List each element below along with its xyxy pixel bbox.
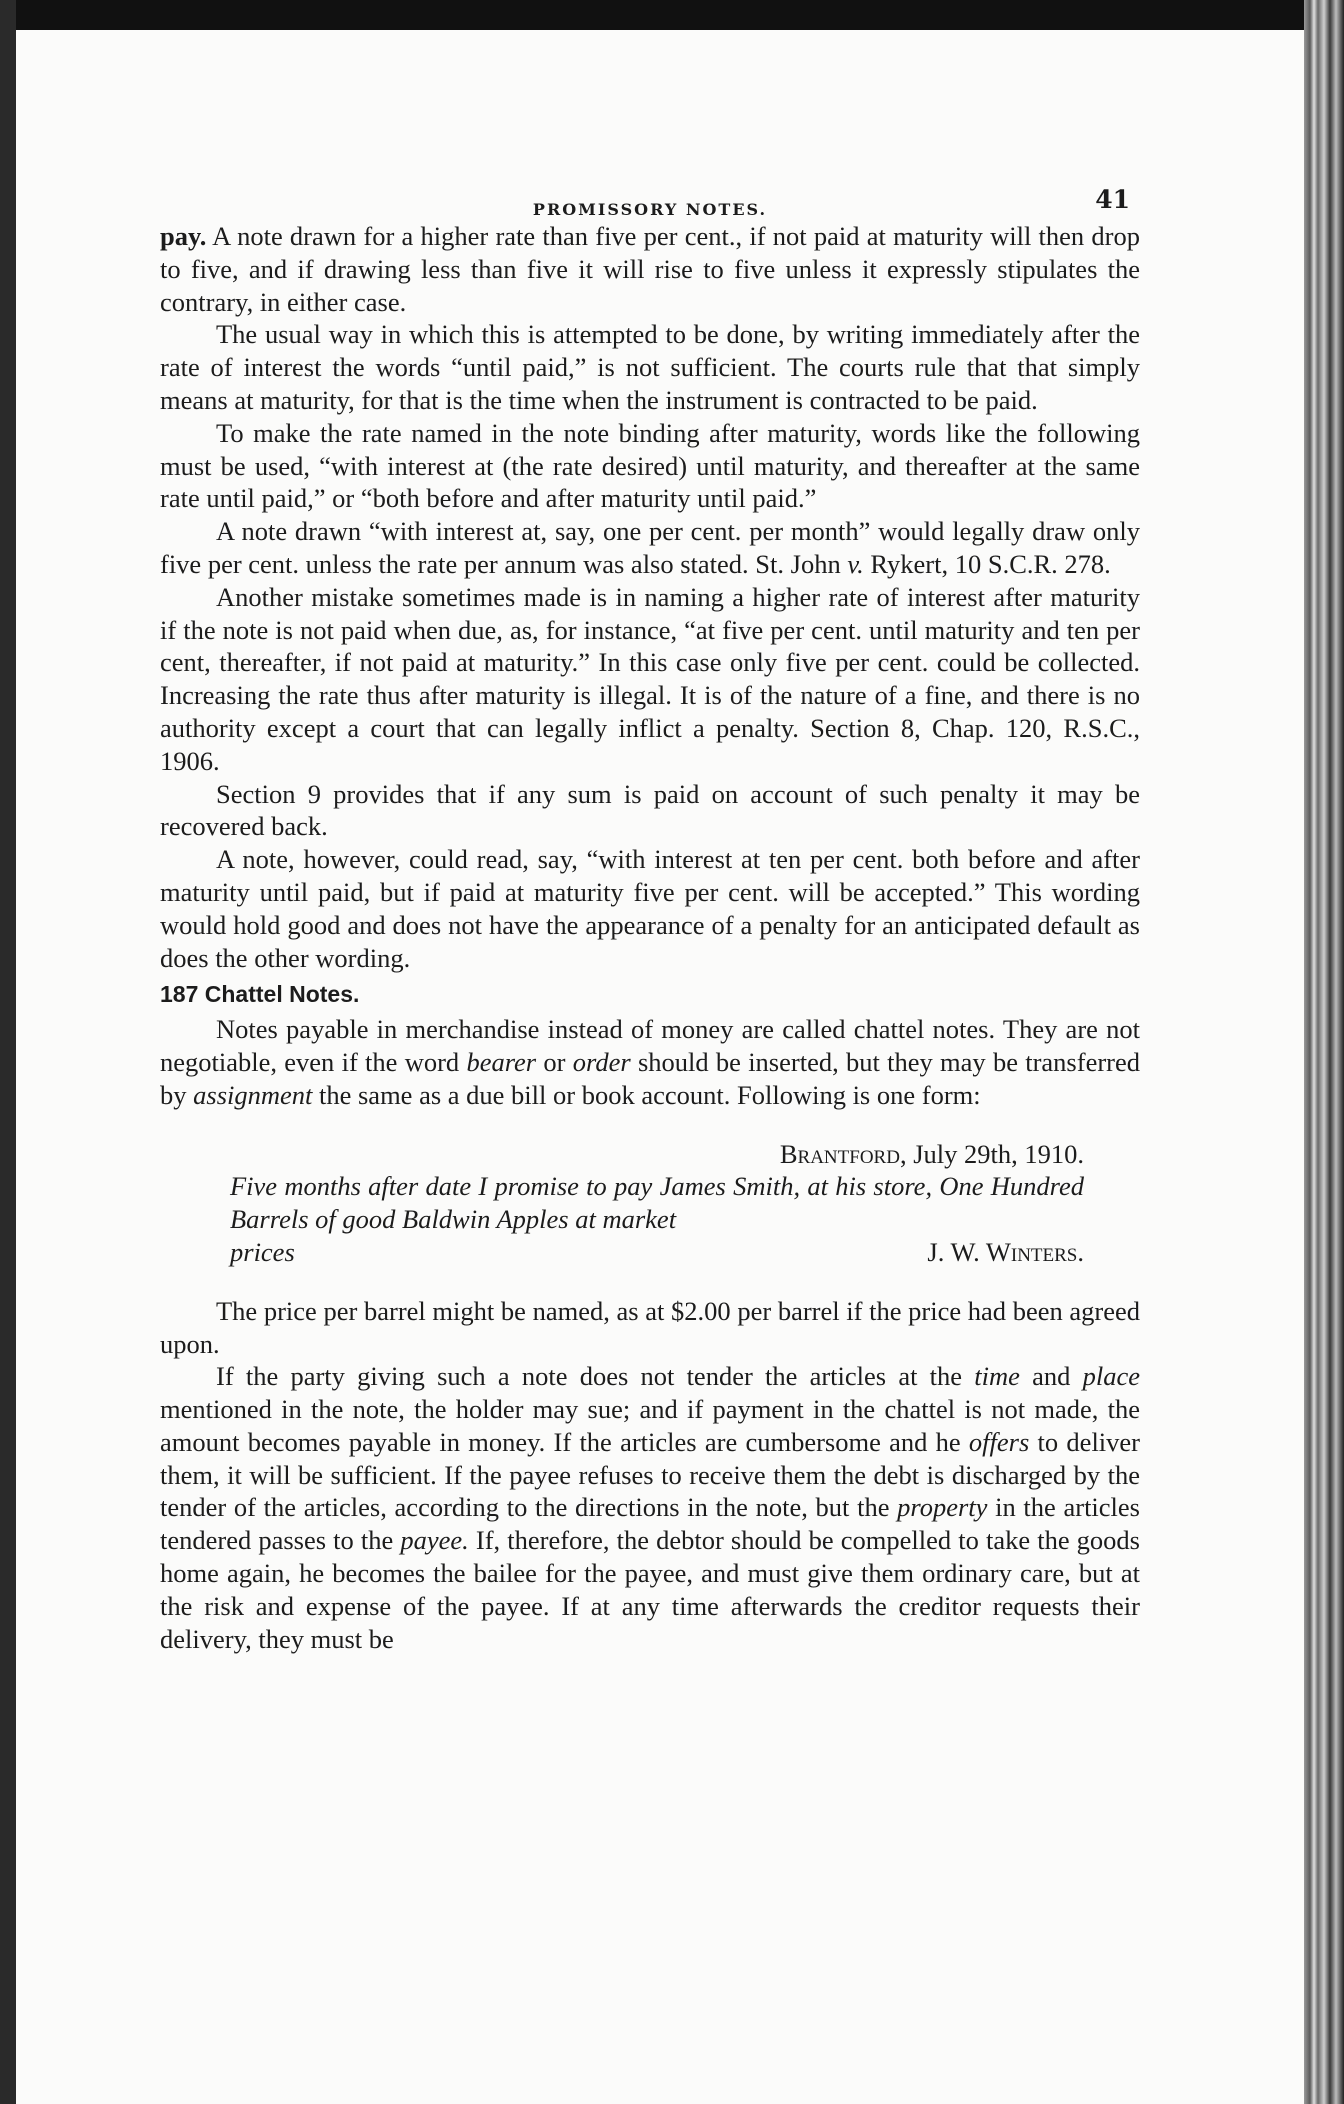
- section-p1-text-b: should be inserted, but they may be transferred by: [160, 1046, 1140, 1110]
- section-paragraph-2: The price per barrel might be named, as at $2.00 per barrel if the price had been agreed upon.: [160, 1295, 1140, 1359]
- paragraph-2: The usual way in which this is attempted to be done, by writing immediately after the rate of interest the words “until paid,” is not sufficient. The courts rule that that simply means at maturity, for that is the time when the instrument is contracted to be paid.: [160, 319, 1140, 415]
- chattel-note-form: [160, 1138, 1140, 1269]
- paragraph-7: A note, however, could read, say, “with interest at ten per cent. both before and after maturity until paid, but if paid at maturity five per cent. will be accepted.” This wording would hold good and does not have the appearance of a penalty for an anticipated default as does the other wording.: [160, 844, 1140, 973]
- form-body-text: Five months after date I promise to pay James Smith, at his store, One Hundred Barrels of good Baldwin Apples at market: [230, 1171, 1084, 1235]
- section-p1-or: or: [536, 1046, 573, 1077]
- page-number: 41: [1095, 185, 1130, 214]
- paragraph-3: To make the rate named in the note binding after maturity, words like the following must be used, “with interest at (the rate desired) until maturity, and thereafter at the same rate until paid,” or “both before and after maturity until paid.”: [160, 417, 1140, 514]
- form-place-date: [160, 1138, 1140, 1171]
- term-assignment: assignment: [193, 1079, 313, 1110]
- running-head: [160, 170, 1140, 220]
- running-title: PROMISSORY NOTES.: [532, 200, 768, 219]
- section-p3-text-e: in the articles tendered passes to the: [160, 1492, 1140, 1556]
- term-place: place: [1082, 1361, 1140, 1392]
- paragraph-1: [160, 220, 1140, 318]
- term-property: property: [897, 1492, 988, 1523]
- form-body-last: prices: [230, 1236, 295, 1267]
- scan-border-top: [0, 0, 1344, 30]
- section-p1-text-a: Notes payable in merchandise instead of money are called chattel notes. They are not negotiable, even if the word: [160, 1014, 1140, 1077]
- paragraph-5: Another mistake sometimes made is in naming a higher rate of interest after maturity if the note is not paid when due, as, for instance, “at five per cent. until maturity and ten per cent, thereafter, if not paid at maturity.” In this case only five per cent. could be collected. Increasing the rate thus after maturity is illegal. It is of the nature of a fine, and there is no authority except a court that can legally inflict a penalty. Section 8, Chap. 120, R.S.C., 1906.: [160, 581, 1140, 776]
- form-body: [230, 1170, 1084, 1268]
- section-p3-text-a: If the party giving such a note does not tender the articles at the: [216, 1361, 975, 1392]
- paragraph-4: [160, 515, 1140, 581]
- paragraph-4-text-a: A note drawn “with interest at, say, one per cent. per month” would legally draw only five per cent. unless the rate per annum was also stated. St. John: [160, 516, 1140, 579]
- book-edge: [1304, 0, 1344, 2104]
- paragraph-1-lead: pay.: [160, 221, 207, 251]
- section-paragraph-1: [160, 1013, 1140, 1111]
- paragraph-4-text-b: Rykert, 10 S.C.R. 278.: [863, 548, 1111, 579]
- section-p3-text-d: to deliver them, it will be sufficient. If the payee refuses to receive them the debt is discharged by the tender of the articles, according to the directions in the note, but the: [160, 1426, 1141, 1523]
- term-order: order: [572, 1046, 631, 1077]
- section-paragraph-3: [160, 1360, 1140, 1655]
- page-content: [160, 170, 1140, 1655]
- scan-border-left: [0, 0, 16, 2104]
- paragraph-1-text: A note drawn for a higher rate than five per cent., if not paid at maturity will then drop to five, and if drawing less than five it will rise to five unless it expressly stipulates the contrary, in either case.: [160, 221, 1140, 317]
- section-p1-text-c: the same as a due bill or book account. Following is one form:: [312, 1079, 981, 1110]
- form-signature: J. W. Winters.: [927, 1236, 1084, 1267]
- form-place: Brantford,: [779, 1138, 907, 1169]
- section-p3-text-f: If, therefore, the debtor should be compelled to take the goods home again, he becomes the bailee for the payee, and must give them ordinary care, but at the risk and expense of the payee. If at any time afterwards the creditor requests their delivery, they must be: [160, 1525, 1140, 1654]
- term-bearer: bearer: [466, 1046, 537, 1077]
- paragraph-6: Section 9 provides that if any sum is paid on account of such penalty it may be recovered back.: [160, 778, 1140, 842]
- versus-abbrev: v.: [847, 548, 864, 579]
- term-offers: offers: [968, 1426, 1030, 1457]
- section-p3-text-b: and: [1019, 1361, 1083, 1392]
- form-date: July 29th, 1910.: [906, 1138, 1084, 1169]
- term-payee: payee.: [400, 1525, 469, 1556]
- section-heading: 187 Chattel Notes.: [160, 981, 360, 1008]
- term-time: time: [974, 1361, 1020, 1392]
- section-p3-text-c: mentioned in the note, the holder may sue; and if payment in the chattel is not made, the amount becomes payable in money. If the articles are cumbersome and he: [160, 1394, 1140, 1457]
